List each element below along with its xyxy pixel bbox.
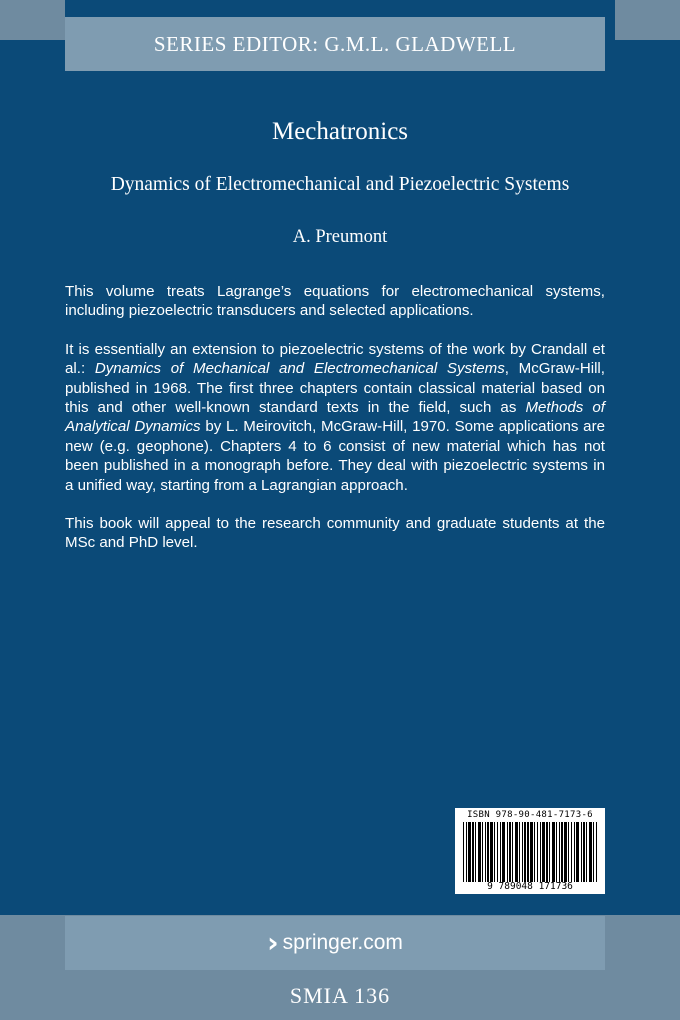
barcode-bar <box>537 822 538 882</box>
isbn-barcode <box>455 808 605 894</box>
blurb-paragraph-2: It is essentially an extension to piezoelectric systems of the work by Crandall et al.: Dynamics of Mechanical and Electromechanical Systems, McGraw-Hill, published in 1968. The first three chapters contain classical material based on this and other well-known standard texts in the field, such as Methods of Analytical Dynamics by L. Meirovitch, McGraw-Hill, 1970. Some applications are new (e.g. geophone). Chapters 4 to 6 consist of new material which has not been published in a monograph before. They deal with piezoelectric systems in a unified way, starting from a Lagrangian approach. <box>65 340 605 494</box>
barcode-bar <box>512 822 513 882</box>
series-editor-text: SERIES EDITOR: G.M.L. GLADWELL <box>153 31 517 56</box>
isbn-label: ISBN 978-90-481-7173-6 <box>467 810 593 820</box>
barcode-bar <box>530 822 533 882</box>
barcode-bar <box>478 822 481 882</box>
barcode-bar <box>552 822 555 882</box>
barcode-bar <box>583 822 585 882</box>
barcode-bar <box>549 822 550 882</box>
book-title: Mechatronics <box>271 118 409 145</box>
barcode-bars <box>463 822 597 882</box>
top-right-grey-margin <box>615 0 680 40</box>
barcode-bar <box>482 822 483 882</box>
barcode-bar <box>571 822 572 882</box>
book-author: A. Preumont <box>292 227 388 247</box>
barcode-bar <box>527 822 529 882</box>
top-left-grey-margin <box>0 0 65 40</box>
chevron-right-icon: › <box>267 926 279 959</box>
barcode-bar <box>519 822 520 882</box>
barcode-bar <box>576 822 579 882</box>
barcode-bar <box>559 822 560 882</box>
barcode-bar <box>556 822 557 882</box>
barcode-bar <box>497 822 498 882</box>
barcode-bar <box>494 822 495 882</box>
barcode-bar <box>564 822 567 882</box>
barcode-bar <box>589 822 592 882</box>
barcode-bar <box>485 822 486 882</box>
barcode-bar <box>534 822 535 882</box>
barcode-bar <box>507 822 508 882</box>
barcode-bar <box>593 822 594 882</box>
blurb <box>65 282 605 572</box>
barcode-bar <box>472 822 474 882</box>
barcode-bar <box>490 822 493 882</box>
publisher-band <box>65 916 605 970</box>
barcode-bar <box>574 822 575 882</box>
barcode-bar <box>466 822 467 882</box>
barcode-bar <box>502 822 505 882</box>
barcode-bar <box>509 822 511 882</box>
barcode-bar <box>487 822 489 882</box>
blurb-paragraph-3: This book will appeal to the research community and graduate students at the MSc and PhD level. <box>65 515 605 552</box>
barcode-bar <box>515 822 518 882</box>
barcode-bar <box>542 822 545 882</box>
blurb-paragraph-1: This volume treats Lagrange’s equations for electromechanical systems, including piezoelectric transducers and selected applications. <box>65 283 605 320</box>
barcode-bar <box>581 822 582 882</box>
barcode-bar <box>463 822 464 882</box>
barcode-bar <box>568 822 569 882</box>
barcode-bar <box>468 822 471 882</box>
publisher-site: springer.com <box>282 931 403 954</box>
barcode-bar <box>546 822 548 882</box>
barcode-digits: 9 789048 171736 <box>487 881 573 892</box>
barcode-bar <box>524 822 526 882</box>
barcode-bar <box>596 822 597 882</box>
series-editor-band <box>65 17 605 71</box>
series-code: SMIA 136 <box>289 983 391 1008</box>
barcode-bar <box>522 822 523 882</box>
barcode-bar <box>500 822 501 882</box>
barcode-bar <box>540 822 541 882</box>
barcode-bar <box>561 822 563 882</box>
barcode-bar <box>586 822 587 882</box>
cited-title-meirovitch: Methods of Analytical Dynamics <box>65 399 605 436</box>
book-subtitle: Dynamics of Electromechanical and Piezoelectric Systems <box>110 174 570 195</box>
barcode-bar <box>475 822 476 882</box>
cited-title-crandall: Dynamics of Mechanical and Electromechanical Systems <box>94 360 505 378</box>
